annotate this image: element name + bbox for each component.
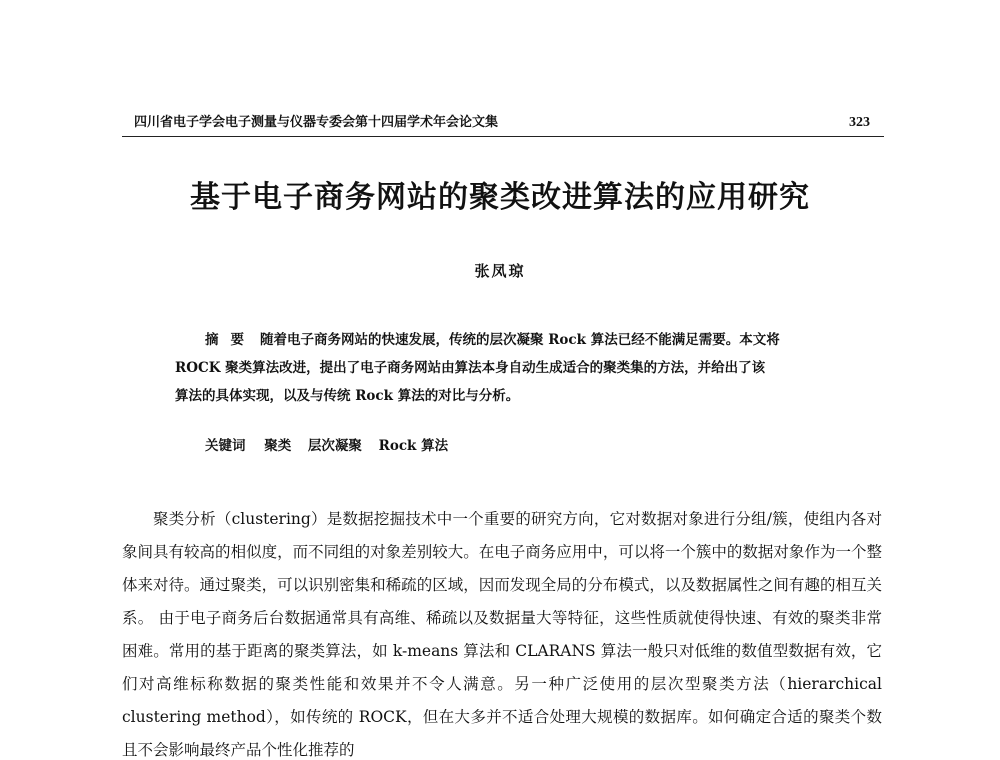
abstract-line-1: [175, 326, 831, 354]
abstract-line-3: 算法的具体实现，以及与传统 Rock 算法的对比与分析。: [175, 388, 520, 404]
keyword-item: 层次凝聚: [307, 438, 362, 454]
keyword-item: Rock 算法: [378, 438, 449, 454]
abstract-block: [175, 326, 831, 410]
page-number: 323: [849, 115, 870, 130]
author-name: 张凤琼: [474, 262, 526, 280]
keywords-label: 关键词: [205, 438, 246, 454]
paper-title: 基于电子商务网站的聚类改进算法的应用研究: [190, 180, 810, 215]
body-paragraph: 聚类分析（clustering）是数据挖掘技术中一个重要的研究方向，它对数据对象进行分组/簇，使组内各对象间具有较高的相似度，而不同组的对象差别较大。在电子商务应用中，可以将一个簇中的数据对象作为一个整体来对待。通过聚类，可以识别密集和稀疏的区域，因而发现全局的分布模式，以及数据属性之间有趣的相互关系。 由于电子商务后台数据通常具有高维、稀疏以及数据量大等特征，这些性质就使得快速、有效的聚类非常困难。常用的基于距离的聚类算法，如 k-means 算法和 CLARANS 算法一般只对低维的数值型数据有效，它们对高维标称数据的聚类性能和效果并不令人满意。另一种广泛使用的层次型聚类方法（hierarchical clustering method），如传统的 ROCK，但在大多并不适合处理大规模的数据库。如何确定合适的聚类个数且不会影响最终产品个性化推荐的: [122, 510, 882, 759]
keyword-item: 聚类: [264, 438, 292, 454]
journal-name: 四川省电子学会电子测量与仪器专委会第十四届学术年会论文集: [134, 115, 499, 130]
keywords-block: [205, 434, 460, 458]
abstract-label: 摘要: [205, 332, 256, 348]
abstract-line-2: ROCK 聚类算法改进，提出了电子商务网站由算法本身自动生成适合的聚类集的方法，并给出了该: [175, 360, 766, 376]
running-header: [122, 112, 884, 137]
abstract-text-1: 随着电子商务网站的快速发展，传统的层次凝聚 Rock 算法已经不能满足需要。本文将: [260, 332, 780, 348]
